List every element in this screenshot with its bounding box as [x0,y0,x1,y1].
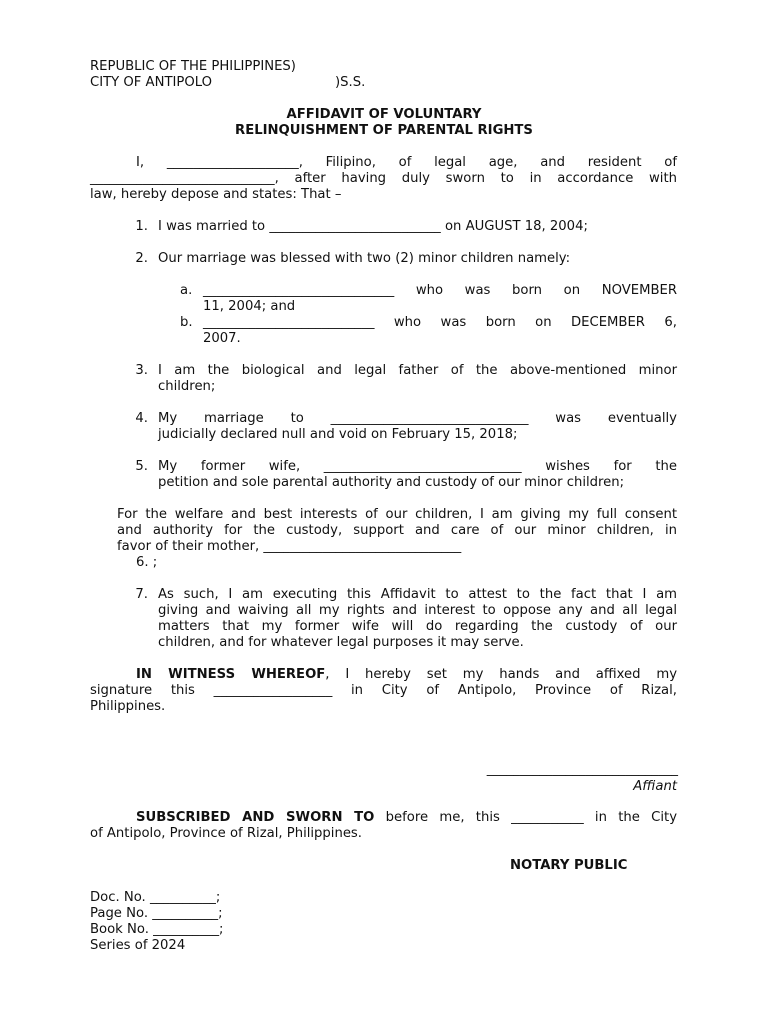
doc-number: Doc. No. __________; [90,890,221,905]
intro-line3: law, hereby depose and states: That – [90,187,342,202]
item-4-line1: My marriage to ______________________________ was eventually [158,411,677,426]
item-4-line2: judicially declared null and void on February 15, 2018; [158,427,518,442]
item-6: 6. ; [136,555,158,570]
item-1-text: I was married to __________________________ on AUGUST 18, 2004; [158,219,588,234]
city-heading: CITY OF ANTIPOLO [90,75,212,90]
witness-line3: Philippines. [90,699,166,714]
child-b-line2: 2007. [203,331,241,346]
sworn-bold: SUBSCRIBED AND SWORN TO [136,810,375,825]
document-title-line1: AFFIDAVIT OF VOLUNTARY [286,107,482,122]
republic-heading: REPUBLIC OF THE PHILIPPINES) [90,59,296,74]
item-5-line2: petition and sole parental authority and custody of our minor children; [158,475,625,490]
witness-line1-rest: , I hereby set my hands and affixed my [325,667,677,682]
affiant-label: Affiant [633,779,677,794]
witness-line2: signature this __________________ in City of Antipolo, Province of Rizal, [90,683,677,698]
item-7-number: 7. [135,587,148,602]
sworn-line1 [136,810,677,825]
child-b-line1: __________________________ who was born on DECEMBER 6, [203,315,677,330]
child-a-line1: _____________________________ who was born on NOVEMBER [203,283,677,298]
intro-line2: ____________________________, after having duly sworn to in accordance with [90,171,677,186]
welfare-line2: and authority for the custody, support and care of our minor children, in [117,523,677,538]
witness-line1 [136,667,677,682]
document-title-line2: RELINQUISHMENT OF PARENTAL RIGHTS [235,123,533,138]
item-3-number: 3. [135,363,148,378]
ss-marker: )S.S. [335,75,366,90]
item-2-text: Our marriage was blessed with two (2) minor children namely: [158,251,571,266]
item-7-line3: matters that my former wife will do regarding the custody of our [158,619,677,634]
child-a-letter: a. [180,283,193,298]
sworn-line1-rest: before me, this ___________ in the City [374,810,677,825]
welfare-line1: For the welfare and best interests of our children, I am giving my full consent [117,507,677,522]
item-2-number: 2. [135,251,148,266]
notary-public-label: NOTARY PUBLIC [510,858,628,873]
item-3-line1: I am the biological and legal father of the above-mentioned minor [158,363,677,378]
item-7-line4: children, and for whatever legal purposes it may serve. [158,635,524,650]
witness-bold: IN WITNESS WHEREOF [136,667,326,682]
item-7-line1: As such, I am executing this Affidavit to attest to the fact that I am [158,587,677,602]
book-number: Book No. __________; [90,922,224,937]
item-3-line2: children; [158,379,216,394]
item-5-line1: My former wife, ______________________________ wishes for the [158,459,677,474]
affiant-signature-line: _____________________________ [486,762,678,777]
child-a-line2: 11, 2004; and [203,299,296,314]
item-4-number: 4. [135,411,148,426]
intro-line1: I, ____________________, Filipino, of legal age, and resident of [136,155,677,170]
item-7-line2: giving and waiving all my rights and interest to oppose any and all legal [158,603,677,618]
child-b-letter: b. [180,315,193,330]
page-number: Page No. __________; [90,906,223,921]
item-1-number: 1. [135,219,148,234]
series-year: Series of 2024 [90,938,186,953]
welfare-line3: favor of their mother, ______________________________ [117,539,462,554]
sworn-line2: of Antipolo, Province of Rizal, Philippines. [90,826,362,841]
item-5-number: 5. [135,459,148,474]
